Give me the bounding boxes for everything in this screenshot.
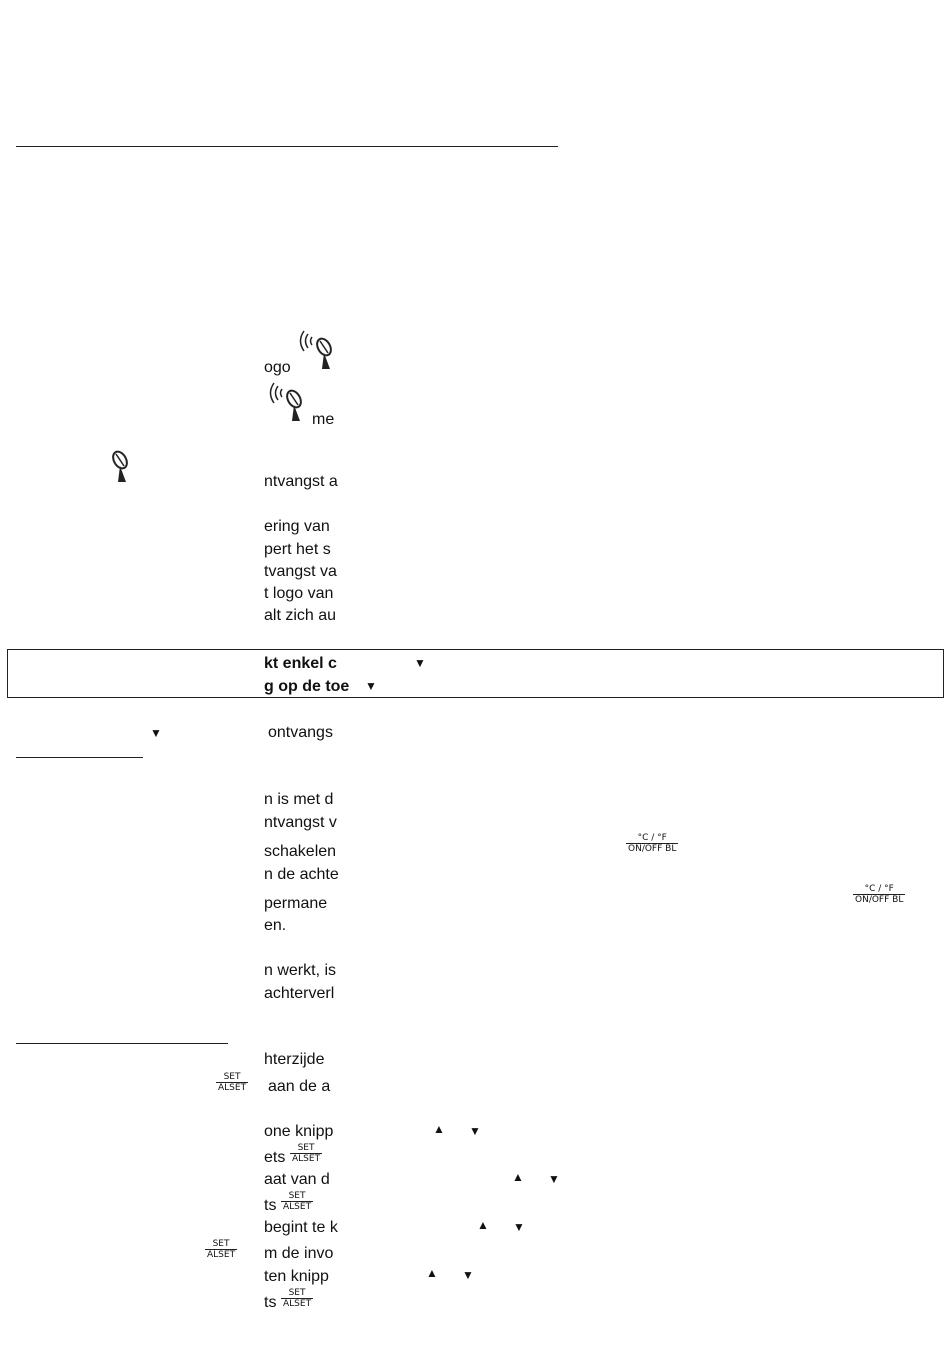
text-line: pert het s <box>264 541 331 558</box>
down-arrow-icon: ▼ <box>513 1220 525 1234</box>
up-arrow-icon: ▲ <box>426 1266 438 1280</box>
signal-antenna-icon <box>294 327 336 371</box>
text-line: permane <box>264 895 328 912</box>
set-label: SET <box>290 1143 322 1154</box>
alset-label: ALSET <box>283 1299 312 1309</box>
set-alset-button-label <box>216 1072 248 1093</box>
text-line: ets <box>264 1149 286 1166</box>
set-label: SET <box>281 1191 313 1202</box>
up-arrow-icon: ▲ <box>477 1218 489 1232</box>
text-line: hterzijde <box>264 1051 325 1068</box>
text-line: m de invo <box>264 1245 334 1262</box>
text-line: ering van <box>264 518 330 535</box>
cf-label: °C / °F <box>626 833 678 844</box>
onoff-bl-label: ON/OFF BL <box>855 895 904 905</box>
cf-onoff-bl-button-label <box>853 884 905 905</box>
alset-label: ALSET <box>218 1083 247 1093</box>
up-arrow-icon: ▲ <box>433 1122 445 1136</box>
text-line: alt zich au <box>264 607 337 624</box>
text-line: aat van d <box>264 1171 330 1188</box>
text-line: n werkt, is <box>264 962 337 979</box>
section-heading-rule-3 <box>16 1043 228 1044</box>
alset-label: ALSET <box>283 1202 312 1212</box>
set-alset-button-label <box>281 1288 313 1309</box>
section-heading-rule-2 <box>16 757 143 758</box>
text-line: ts <box>264 1197 277 1214</box>
text-line: ogo <box>264 359 291 376</box>
text-line: ntvangst a <box>264 473 338 490</box>
cf-onoff-bl-button-label <box>626 833 678 854</box>
down-arrow-icon: ▼ <box>365 679 377 693</box>
text-line: one knipp <box>264 1123 334 1140</box>
text-line: me <box>312 411 335 428</box>
text-line: t logo van <box>264 585 334 602</box>
alset-label: ALSET <box>292 1154 321 1164</box>
text-line: ts <box>264 1294 277 1311</box>
section-heading-rule-1 <box>16 146 558 147</box>
onoff-bl-label: ON/OFF BL <box>628 844 677 854</box>
text-line: ntvangst v <box>264 814 337 831</box>
down-arrow-icon: ▼ <box>548 1172 560 1186</box>
set-alset-button-label <box>205 1239 237 1260</box>
note-text-line-2: g op de toe <box>264 678 350 695</box>
text-line: schakelen <box>264 843 337 860</box>
set-label: SET <box>281 1288 313 1299</box>
text-line: achterverl <box>264 985 335 1002</box>
signal-searching-antenna-icon <box>264 379 306 423</box>
text-line: n is met d <box>264 791 334 808</box>
set-alset-button-label <box>290 1143 322 1164</box>
up-arrow-icon: ▲ <box>512 1170 524 1184</box>
set-label: SET <box>216 1072 248 1083</box>
down-arrow-icon: ▼ <box>462 1268 474 1282</box>
set-alset-button-label <box>281 1191 313 1212</box>
cf-label: °C / °F <box>853 884 905 895</box>
text-line: en. <box>264 917 287 934</box>
antenna-icon <box>110 450 132 484</box>
text-line: ten knipp <box>264 1268 329 1285</box>
down-arrow-icon: ▼ <box>150 726 162 740</box>
alset-label: ALSET <box>207 1250 236 1260</box>
text-line: tvangst va <box>264 563 337 580</box>
down-arrow-icon: ▼ <box>469 1124 481 1138</box>
note-text-line-1: kt enkel c <box>264 655 337 672</box>
set-label: SET <box>205 1239 237 1250</box>
text-line: aan de a <box>268 1078 331 1095</box>
text-line: n de achte <box>264 866 339 883</box>
down-arrow-icon: ▼ <box>414 656 426 670</box>
text-line: begint te k <box>264 1219 338 1236</box>
note-box <box>7 649 944 698</box>
text-line: ontvangs <box>268 724 333 741</box>
